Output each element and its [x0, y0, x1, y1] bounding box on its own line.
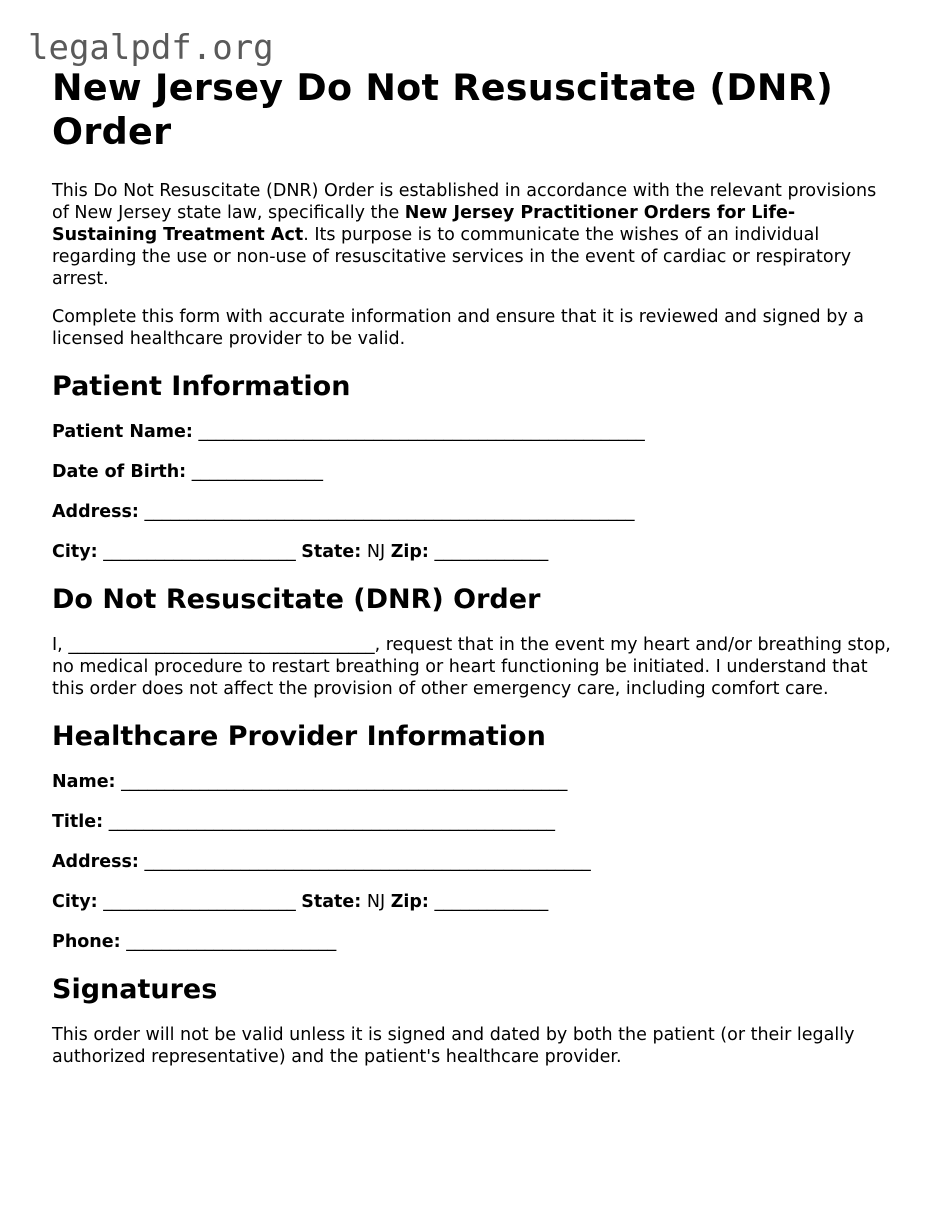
provider-title-field[interactable] — [52, 811, 892, 833]
patient-state-value: NJ — [366, 542, 386, 562]
patient-city-blank[interactable]: ______________________ — [103, 542, 296, 562]
provider-name-field[interactable] — [52, 771, 892, 793]
signatures-paragraph: This order will not be valid unless it is signed and dated by both the patient (or their legally authorized representative) and the patient's healthcare provider. — [52, 1025, 855, 1067]
provider-address-field[interactable] — [52, 851, 892, 873]
dnr-name-blank[interactable]: ___________________________________ — [68, 635, 375, 655]
provider-city-label: City: — [52, 892, 98, 912]
patient-name-label: Patient Name: — [52, 422, 193, 442]
provider-phone-label: Phone: — [52, 932, 121, 952]
intro-paragraph — [52, 180, 892, 290]
patient-city-label: City: — [52, 542, 98, 562]
provider-city-state-zip-field[interactable] — [52, 891, 892, 913]
patient-name-field[interactable] — [52, 421, 892, 443]
provider-zip-blank[interactable]: _____________ — [434, 892, 549, 912]
patient-zip-label: Zip: — [390, 542, 429, 562]
dnr-order-heading: Do Not Resuscitate (DNR) Order — [52, 584, 541, 615]
patient-zip-blank[interactable]: _____________ — [434, 542, 549, 562]
provider-zip-label: Zip: — [390, 892, 429, 912]
provider-address-blank[interactable]: ___________________________________________________ — [144, 852, 591, 872]
dnr-statement — [52, 634, 892, 700]
provider-name-label: Name: — [52, 772, 116, 792]
provider-state-label: State: — [301, 892, 362, 912]
document-title: New Jersey Do Not Resuscitate (DNR) Order — [52, 66, 834, 153]
patient-dob-blank[interactable]: _______________ — [191, 462, 324, 482]
patient-state-label: State: — [301, 542, 362, 562]
patient-dob-field[interactable] — [52, 461, 892, 483]
patient-address-label: Address: — [52, 502, 139, 522]
provider-city-blank[interactable]: ______________________ — [103, 892, 296, 912]
provider-name-blank[interactable]: ___________________________________________________ — [121, 772, 568, 792]
act-name: New Jersey Practitioner Orders for Life-Sustaining Treatment Act — [52, 203, 796, 245]
provider-phone-blank[interactable]: ________________________ — [126, 932, 337, 952]
patient-dob-label: Date of Birth: — [52, 462, 187, 482]
provider-address-label: Address: — [52, 852, 139, 872]
provider-phone-field[interactable] — [52, 931, 892, 953]
provider-info-heading: Healthcare Provider Information — [52, 721, 546, 752]
document-page — [52, 66, 892, 1084]
dnr-text-start: I, — [52, 635, 63, 655]
provider-state-value: NJ — [366, 892, 386, 912]
provider-title-label: Title: — [52, 812, 104, 832]
patient-address-blank[interactable]: ________________________________________________________ — [144, 502, 635, 522]
patient-info-heading: Patient Information — [52, 371, 351, 402]
patient-name-blank[interactable]: ___________________________________________________ — [198, 422, 645, 442]
watermark-text: legalpdf.org — [28, 28, 274, 68]
patient-address-field[interactable] — [52, 501, 892, 523]
intro-text-part1: This Do Not Resuscitate (DNR) Order is established in accordance with the relevant provisions of New Jersey state law, specifically the — [52, 181, 877, 223]
intro-text-part2: . Its purpose is to communicate the wishes of an individual regarding the use or non-use of resuscitative services in the event of cardiac or respiratory arrest. — [52, 225, 852, 289]
dnr-text-rest: , request that in the event my heart and/or breathing stop, no medical procedure to restart breathing or heart functioning be initiated. I understand that this order does not affect the provision of other emergency care, including comfort care. — [52, 635, 891, 699]
instructions-paragraph: Complete this form with accurate information and ensure that it is reviewed and signed by a licensed healthcare provider to be valid. — [52, 307, 864, 349]
signatures-heading: Signatures — [52, 974, 218, 1005]
patient-city-state-zip-field[interactable] — [52, 541, 892, 563]
provider-title-blank[interactable]: ___________________________________________________ — [108, 812, 555, 832]
